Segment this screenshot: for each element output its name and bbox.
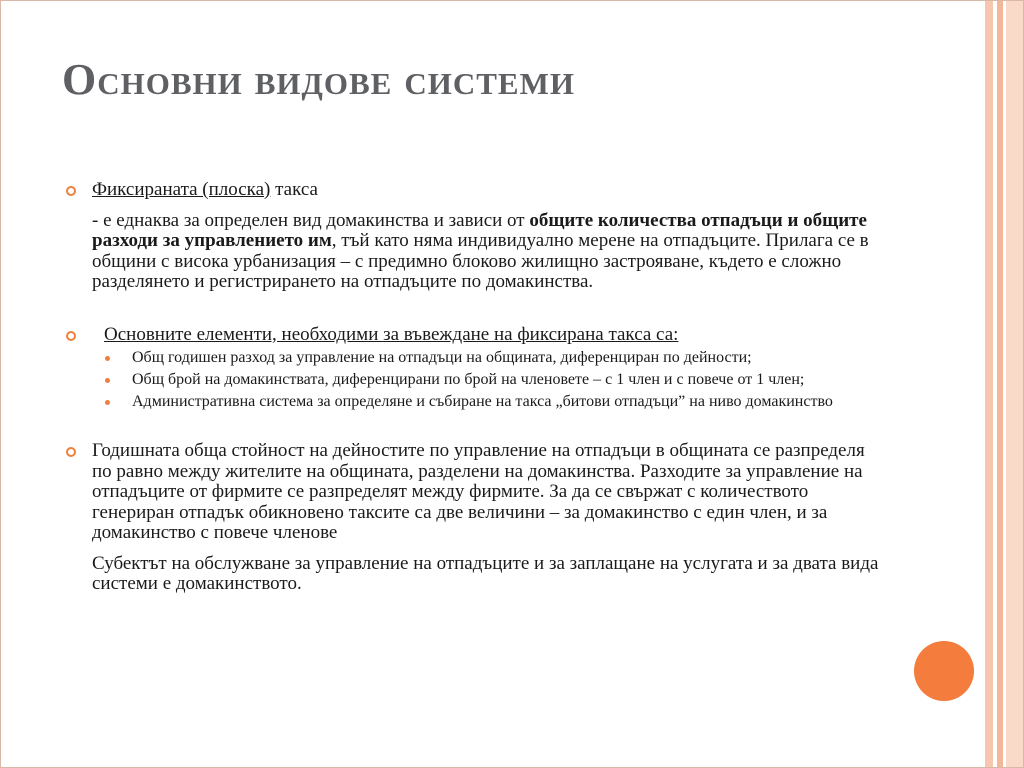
dot-bullet-icon [105,400,110,405]
fixed-fee-heading-rest: такса [270,179,318,200]
dot-bullet-icon [105,378,110,383]
ring-bullet-icon [66,447,76,457]
list-item [132,371,884,389]
fixed-fee-desc-bold: общите количества отпадъци и общите разходи за управлението им [92,209,867,251]
basic-elements-heading [92,325,884,346]
ring-bullet-icon [66,186,76,196]
decorative-stripe [1006,0,1024,768]
dot-bullet-icon [105,356,110,361]
bullet-annual-cost [64,441,884,595]
basic-elements-list [92,349,884,411]
fixed-fee-heading [92,180,884,201]
fixed-fee-description [92,211,884,293]
annual-cost-paragraph: Годишната обща стойност на дейностите по управление на отпадъци в общината се разпределя по равно между жителите на общината, разделени на домакинства. Разходите за управление на отпадъците от фирмите се разпределят между фирмите. За да се свържат с количеството генериран отпадък обикновено таксите са две величини – за домакинство с един член, и за домакинство с повече членове [92,440,865,543]
fixed-fee-desc-end: , тъй като няма индивидуално мерене на отпадъците. Прилага се в общини с висока урбанизация – с предимно блоково жилищно застрояване, където е сложно разделянето и регистрирането на отпадъците по домакинства. [92,230,869,292]
decorative-stripe [985,0,993,768]
list-item-text: Общ годишен разход за управление на отпадъци на общината, диференциран по дейности; [132,349,752,366]
basic-elements-heading-text: Основните елементи, необходими за въвеждане на фиксирана такса са: [104,323,679,345]
decorative-circle [914,641,974,701]
service-subject-paragraph: Субектът на обслужване за управление на отпадъците и за заплащане на услугата и за двата вида системи е домакинството. [92,552,879,594]
list-item-text: Общ брой на домакинствата, диференцирани по брой на членовете – с 1 член и с повече от 1 член; [132,371,805,388]
slide-title: Основни видове системи [62,55,575,104]
ring-bullet-icon [66,331,76,341]
fixed-fee-heading-underlined: Фиксираната (плоска) [92,179,271,200]
list-item-text: Административна система за определяне и събиране на такса „битови отпадъци” на ниво домакинство [132,393,833,410]
list-item [132,349,884,367]
slide-content [64,180,884,595]
bullet-fixed-fee [64,180,884,293]
fixed-fee-desc-start: - е еднаква за определен вид домакинства и зависи от [92,209,530,231]
list-item [132,393,884,411]
bullet-basic-elements [64,325,884,412]
